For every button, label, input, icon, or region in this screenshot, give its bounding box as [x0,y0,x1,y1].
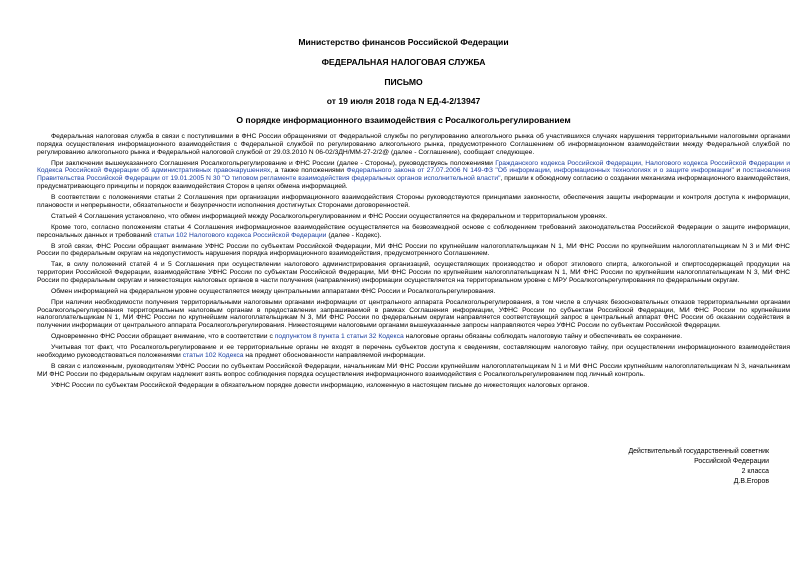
paragraph-5 [37,224,790,240]
tax-code-article-102-link[interactable]: статьи 102 Налогового кодекса Российской Федерации [153,231,327,239]
paragraph-2 [37,160,790,191]
government-decree-30-link[interactable]: постановления Правительства Российской Федерации от 19.01.2005 N 30 "О типовом регламенте взаимодействия федеральных органов исполнительной власти" [37,167,790,183]
paragraph-3: В соответствии с положениями статьи 2 Соглашения при организации информационного взаимодействия Стороны руководствуются принципами законности, обеспечения защиты информации и контроля доступа к информации, плановости и непрерывности, обязательности и безупречности исполнения достигнутых Сторонами договоренностей. [37,193,790,209]
code-article-102-link[interactable]: статьи 102 Кодекса [182,352,244,359]
paragraph-11 [37,344,790,360]
signature-name: Д.В.Егоров [733,478,769,485]
p11-text-b: на предмет обоснованности направляемой информации. [245,352,426,359]
paragraph-7: Так, в силу положений статей 4 и 5 Соглашения при осуществлении налогового администрирования организаций, осуществляющих производство и оборот этилового спирта, алкогольной и спиртосодержащей продукции на территории Российской Федерации, взаимодействие УФНС России по субъектам Российской Федерации, МИ ФНС России по крупнейшим налогоплательщикам N 1, МИ ФНС России по крупнейшим налогоплательщикам N 3, МИ ФНС России по федеральным округам и нижестоящих налоговых органов в части получения (направления) информации осуществляется на территориальном уровне с МРУ Росалкогольрегулирования по федеральным округам. [37,261,790,284]
paragraph-12: В связи с изложенным, руководителям УФНС России по субъектам Российской Федерации, начальникам МИ ФНС России крупнейшим налогоплательщикам N 1 и МИ ФНС России крупнейшим налогоплательщикам N 3, начальникам МИ ФНС России по федеральным округам надлежит взять вопрос соблюдения порядка осуществления информационного взаимодействия с Росалкогольрегулированием под личный контроль. [37,362,790,378]
paragraph-6: В этой связи, ФНС России обращает внимание УФНС России по субъектам Российской Федерации, МИ ФНС России по крупнейшим налогоплательщикам N 1, МИ ФНС России по крупнейшим налогоплательщикам N 3 и МИ ФНС России по федеральным округам на недопустимость нарушения порядка информационного взаимодействия, предусмотренного Соглашением. [37,242,790,258]
p5-text-b: (далее - Кодекс). [328,231,382,239]
p10-text-b: налоговые органы обязаны соблюдать налоговую тайну и обеспечивать ее сохранение. [405,333,683,341]
service-heading: ФЕДЕРАЛЬНАЯ НАЛОГОВАЯ СЛУЖБА [321,57,486,67]
paragraph-4: Статьей 4 Соглашения установлено, что обмен информацией между Росалкогольрегулированием и ФНС России осуществляется на федеральном и территориальном уровнях. [51,212,608,220]
p2-text-d: , пришли к обоюдному согласию о создании механизма информационного взаимодействия, предусматривающего принципы и порядок взаимодействия Сторон в целях обмена информацией. [37,175,791,190]
p10-text-a: Одновременно ФНС России обращает внимание, что в соответствии с [51,333,273,341]
article-32-link[interactable]: подпунктом 8 пункта 1 статьи 32 Кодекса [274,333,404,341]
civil-tax-admin-codes-link[interactable]: Гражданского кодекса Российской Федерации, Налогового кодекса Российской Федерации и Кодекса Российской Федерации об административных правонарушениях [37,159,790,175]
paragraph-10 [37,333,790,341]
signature-title-line-1: Действительный государственный советник [628,448,769,455]
signature-title-line-2: Российской Федерации [694,458,769,465]
federal-law-149-link[interactable]: Федерального закона от 27.07.2006 N 149-ФЗ "Об информации, информационных технологиях и о защите информации" [346,167,734,175]
date-number-heading: от 19 июля 2018 года N ЕД-4-2/13947 [326,96,481,106]
paragraph-9: При наличии необходимости получения территориальными налоговыми органами информации от центрального аппарата Росалкогольрегулирования, в том числе в случаях безосновательных отказов территориальными органами Росалкогольрегулирования территориальным налоговым органам в предоставлении запрашиваемой в рамках Соглашения информации, УФНС России по субъектам Российской Федерации, МИ ФНС России по крупнейшим налогоплательщикам N 1, МИ ФНС России по крупнейшим налогоплательщикам N 3, МИ ФНС России по федеральным округам направляется соответствующий запрос в центральный аппарат ФНС России об оказании содействия в получении информации от центрального аппарата Росалкогольрегулирования. Нижестоящими налоговыми органами вышеуказанные запросы направляются через УФНС России по субъектам Российской Федерации. [37,298,790,330]
subject-heading: О порядке информационного взаимодействия с Росалкогольрегулированием [236,115,571,125]
ministry-heading: Министерство финансов Российской Федерации [298,37,509,47]
paragraph-13: УФНС России по субъектам Российской Федерации в обязательном порядке довести информацию, изложенную в настоящем письме до нижестоящих налоговых органов. [51,381,590,389]
signature-block [628,447,769,487]
p2-text-b: , а также положениями [270,167,345,175]
signature-title-line-3: 2 класса [741,468,769,475]
doc-type-heading: ПИСЬМО [384,77,423,87]
letter-body [37,133,790,393]
paragraph-1: Федеральная налоговая служба в связи с поступившими в ФНС России обращениями от Федеральной службы по регулированию алкогольного рынка об участившихся случаях нарушения территориальными налоговыми органами порядка осуществления информационного взаимодействия с Федеральной службой по регулированию алкогольного рынка, предусмотренного Соглашением об информационном взаимодействии между Федеральной службой по регулированию алкогольного рынка и Федеральной налоговой службой от 29.03.2010 N 06-02/3ДН/ММ-27-2/2@ (далее - Соглашение), сообщает следующее. [37,133,790,156]
p2-text-a: При заключении вышеуказанного Соглашения Росалкогольрегулирование и ФНС России (далее - Стороны), руководствуясь положениями [51,159,493,167]
p5-text-a: Кроме того, согласно положениям статьи 4 Соглашения информационное взаимодействие осуществляется на безвозмездной основе с соблюдением требований законодательства Российской Федерации о защите информации, персональных данных и требований [37,223,790,239]
p2-text-c: и [736,167,741,175]
paragraph-8: Обмен информацией на федеральном уровне осуществляется между центральными аппаратами ФНС России и Росалкогольрегулирования. [51,287,496,295]
p11-text-a: Учитывая тот факт, что Росалкогольрегулирование и ее территориальные органы не входят в перечень субъектов доступа к сведениям, составляющим налоговую тайну, при осуществлении информационного взаимодействия необходимо руководствоваться положениями [37,344,790,359]
